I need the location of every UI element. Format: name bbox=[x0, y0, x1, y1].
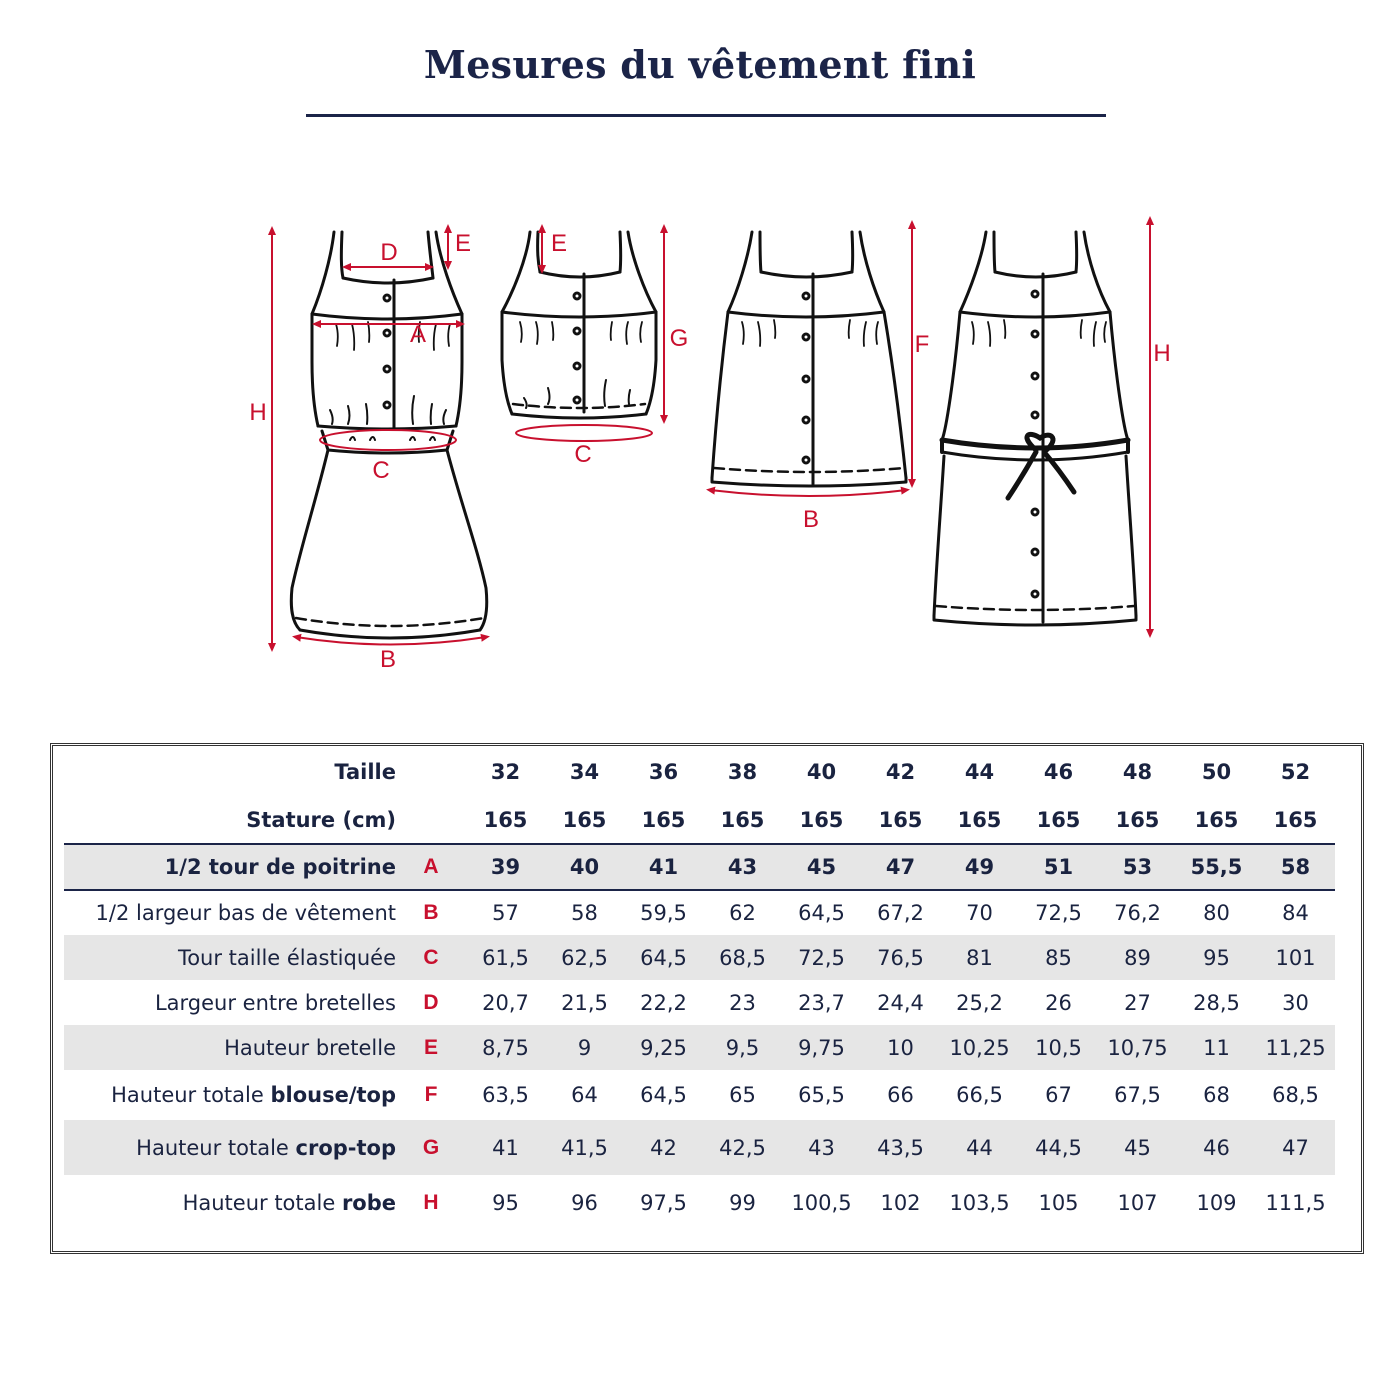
measurement-value: 65 bbox=[729, 1083, 756, 1107]
measurement-value: 41,5 bbox=[545, 1120, 624, 1175]
measurement-value: 68 bbox=[1203, 1083, 1230, 1107]
blouse-dimension-lines bbox=[710, 224, 912, 496]
size-value: 46 bbox=[1043, 760, 1074, 784]
measurement-value: 64,5 bbox=[798, 901, 845, 925]
belted-dress-drawing bbox=[934, 232, 1136, 625]
size-value: 52 bbox=[1280, 760, 1311, 784]
measurement-value: 47 bbox=[861, 844, 940, 890]
measurement-letter: F bbox=[424, 1083, 438, 1106]
measurement-letter: A bbox=[396, 844, 466, 890]
dim-label-b: B bbox=[379, 646, 397, 673]
measurement-value: 42 bbox=[624, 1120, 703, 1175]
measurement-label-garment: crop-top bbox=[295, 1135, 396, 1160]
measurement-label-text: Tour taille élastiquée bbox=[177, 945, 396, 970]
measurement-value: 46 bbox=[1177, 1120, 1256, 1175]
measurement-table bbox=[64, 748, 1335, 1230]
measurement-value: 66,5 bbox=[956, 1083, 1003, 1107]
measurement-value: 76,5 bbox=[861, 935, 940, 980]
measurement-value: 107 bbox=[1117, 1190, 1158, 1215]
measurement-value: 62 bbox=[729, 901, 756, 925]
size-value: 48 bbox=[1122, 760, 1153, 784]
measurement-label bbox=[64, 1070, 396, 1120]
measurement-row bbox=[64, 980, 1335, 1025]
stature-value: 165 bbox=[720, 807, 765, 832]
dress-drawing bbox=[291, 232, 486, 638]
letter-cell bbox=[396, 748, 466, 796]
measurement-value: 9 bbox=[545, 1025, 624, 1070]
dim-label-d: D bbox=[380, 239, 398, 266]
measurement-value: 26 bbox=[1045, 990, 1072, 1015]
measurement-value: 89 bbox=[1098, 935, 1177, 980]
size-value: 38 bbox=[727, 760, 758, 784]
measurement-value: 57 bbox=[492, 901, 519, 925]
measurement-row bbox=[64, 1120, 1335, 1175]
measurement-label-text: Hauteur totale bbox=[182, 1190, 342, 1215]
stature-value: 165 bbox=[483, 807, 528, 832]
dim-label-h: H bbox=[249, 399, 267, 426]
measurement-value: 64,5 bbox=[624, 935, 703, 980]
measurement-value: 41 bbox=[624, 844, 703, 890]
measurement-value: 39 bbox=[466, 844, 545, 890]
measurement-label-text: Hauteur totale bbox=[136, 1135, 296, 1160]
measurement-value: 44,5 bbox=[1019, 1120, 1098, 1175]
measurement-label-text: 1/2 largeur bas de vêtement bbox=[95, 901, 396, 925]
measurement-value: 24,4 bbox=[877, 990, 924, 1015]
measurement-value: 55,5 bbox=[1177, 844, 1256, 890]
measurement-value: 103,5 bbox=[949, 1190, 1010, 1215]
measurement-label bbox=[64, 1175, 396, 1230]
measurement-value: 9,75 bbox=[782, 1025, 861, 1070]
size-value: 40 bbox=[806, 760, 837, 784]
measurement-value: 67,2 bbox=[877, 901, 924, 925]
measurement-label bbox=[64, 844, 396, 890]
measurement-value: 95 bbox=[492, 1190, 519, 1215]
measurement-value: 109 bbox=[1196, 1190, 1237, 1215]
measurement-row bbox=[64, 1070, 1335, 1120]
measurement-row bbox=[64, 844, 1335, 890]
measurement-value: 66 bbox=[887, 1083, 914, 1107]
belt-drawing bbox=[942, 434, 1128, 498]
measurement-row bbox=[64, 890, 1335, 935]
dim-label-h: H bbox=[1153, 340, 1171, 367]
dim-label-e: E bbox=[454, 230, 472, 257]
measurement-value: 51 bbox=[1019, 844, 1098, 890]
measurement-value: 76,2 bbox=[1114, 901, 1161, 925]
stature-value: 165 bbox=[1036, 807, 1081, 832]
dim-label-e: E bbox=[550, 230, 568, 257]
dim-label-c: C bbox=[574, 441, 592, 468]
measurement-value: 43 bbox=[782, 1120, 861, 1175]
stature-row bbox=[64, 796, 1335, 844]
measurement-value: 8,75 bbox=[466, 1025, 545, 1070]
dim-label-b: B bbox=[802, 506, 820, 533]
measurement-value: 100,5 bbox=[791, 1190, 852, 1215]
size-value: 34 bbox=[569, 760, 600, 784]
measurement-value: 10,25 bbox=[940, 1025, 1019, 1070]
measurement-letter: E bbox=[396, 1025, 466, 1070]
page-title: Mesures du vêtement fini bbox=[423, 42, 977, 87]
measurement-value: 45 bbox=[1098, 1120, 1177, 1175]
measurement-value: 63,5 bbox=[482, 1083, 529, 1107]
measurement-letter: C bbox=[396, 935, 466, 980]
measurement-value: 96 bbox=[571, 1190, 598, 1215]
measurement-value: 58 bbox=[571, 901, 598, 925]
measurement-value: 95 bbox=[1177, 935, 1256, 980]
size-value: 50 bbox=[1201, 760, 1232, 784]
measurement-value: 10,75 bbox=[1098, 1025, 1177, 1070]
measurement-label-text: 1/2 tour de poitrine bbox=[164, 855, 396, 879]
measurement-value: 23,7 bbox=[798, 990, 845, 1015]
measurement-value: 21,5 bbox=[561, 990, 608, 1015]
measurement-value: 30 bbox=[1282, 990, 1309, 1015]
measurement-value: 11 bbox=[1177, 1025, 1256, 1070]
measurement-value: 68,5 bbox=[1272, 1083, 1319, 1107]
size-value: 36 bbox=[648, 760, 679, 784]
measurement-letter: H bbox=[423, 1190, 439, 1214]
measurement-value: 67,5 bbox=[1114, 1083, 1161, 1107]
measurement-value: 59,5 bbox=[640, 901, 687, 925]
measurement-value: 42,5 bbox=[703, 1120, 782, 1175]
stature-value: 165 bbox=[1194, 807, 1239, 832]
dim-label-f: F bbox=[914, 331, 930, 358]
measurement-value: 99 bbox=[729, 1190, 756, 1215]
measurement-value: 44 bbox=[940, 1120, 1019, 1175]
measurement-value: 20,7 bbox=[482, 990, 529, 1015]
measurement-value: 45 bbox=[782, 844, 861, 890]
measurement-value: 53 bbox=[1098, 844, 1177, 890]
dim-label-a: A bbox=[409, 321, 427, 348]
measurement-value: 72,5 bbox=[782, 935, 861, 980]
measurement-value: 27 bbox=[1124, 990, 1151, 1015]
measurement-value: 23 bbox=[729, 990, 756, 1015]
measurement-value: 84 bbox=[1282, 901, 1309, 925]
measurement-label-garment: blouse/top bbox=[270, 1083, 396, 1107]
measurement-value: 43,5 bbox=[861, 1120, 940, 1175]
measurement-value: 67 bbox=[1045, 1083, 1072, 1107]
stature-value: 165 bbox=[1115, 807, 1160, 832]
measurement-value: 64,5 bbox=[640, 1083, 687, 1107]
measurement-label bbox=[64, 890, 396, 935]
measurement-label bbox=[64, 935, 396, 980]
measurement-value: 10,5 bbox=[1019, 1025, 1098, 1070]
size-row bbox=[64, 748, 1335, 796]
measurement-label-garment: robe bbox=[341, 1190, 396, 1215]
measurement-value: 9,25 bbox=[624, 1025, 703, 1070]
measurement-label bbox=[64, 1120, 396, 1175]
size-value: 42 bbox=[885, 760, 916, 784]
crop-top-drawing bbox=[502, 232, 656, 418]
stature-value: 165 bbox=[799, 807, 844, 832]
measurement-value: 28,5 bbox=[1193, 990, 1240, 1015]
size-header: Taille bbox=[334, 760, 396, 784]
measurement-value: 41 bbox=[466, 1120, 545, 1175]
measurement-label bbox=[64, 980, 396, 1025]
measurement-label-text: Hauteur totale bbox=[111, 1083, 271, 1107]
measurement-value: 80 bbox=[1203, 901, 1230, 925]
measurement-value: 49 bbox=[940, 844, 1019, 890]
letter-cell bbox=[396, 796, 466, 844]
measurement-value: 40 bbox=[545, 844, 624, 890]
measurement-label-text: Hauteur bretelle bbox=[224, 1035, 396, 1060]
size-value: 44 bbox=[964, 760, 995, 784]
measurement-row bbox=[64, 1175, 1335, 1230]
measurement-value: 72,5 bbox=[1035, 901, 1082, 925]
stature-header: Stature (cm) bbox=[246, 807, 396, 832]
measurement-value: 22,2 bbox=[640, 990, 687, 1015]
blouse-drawing bbox=[712, 232, 906, 486]
measurement-value: 11,25 bbox=[1256, 1025, 1335, 1070]
stature-value: 165 bbox=[1273, 807, 1318, 832]
measurement-value: 62,5 bbox=[545, 935, 624, 980]
measurement-value: 105 bbox=[1038, 1190, 1079, 1215]
measurement-row bbox=[64, 1025, 1335, 1070]
measurement-value: 10 bbox=[861, 1025, 940, 1070]
measurement-value: 9,5 bbox=[703, 1025, 782, 1070]
measurement-value: 97,5 bbox=[640, 1190, 687, 1215]
measurement-value: 102 bbox=[880, 1190, 921, 1215]
measurement-value: 64 bbox=[571, 1083, 598, 1107]
measurement-label bbox=[64, 1025, 396, 1070]
measurement-value: 61,5 bbox=[466, 935, 545, 980]
dim-label-c: C bbox=[372, 457, 390, 484]
measurement-value: 70 bbox=[966, 901, 993, 925]
measurement-value: 47 bbox=[1256, 1120, 1335, 1175]
stature-value: 165 bbox=[878, 807, 923, 832]
size-value: 32 bbox=[490, 760, 521, 784]
stature-value: 165 bbox=[957, 807, 1002, 832]
measurement-value: 81 bbox=[940, 935, 1019, 980]
measurement-value: 65,5 bbox=[798, 1083, 845, 1107]
measurement-label-text: Largeur entre bretelles bbox=[154, 990, 396, 1015]
measurement-letter: G bbox=[396, 1120, 466, 1175]
measurement-value: 25,2 bbox=[956, 990, 1003, 1015]
measurement-letter: B bbox=[423, 901, 439, 924]
measurement-letter: D bbox=[423, 990, 439, 1014]
measurement-value: 43 bbox=[703, 844, 782, 890]
measurement-value: 58 bbox=[1256, 844, 1335, 890]
measurement-value: 101 bbox=[1256, 935, 1335, 980]
stature-value: 165 bbox=[562, 807, 607, 832]
measurement-row bbox=[64, 935, 1335, 980]
stature-value: 165 bbox=[641, 807, 686, 832]
measurement-value: 68,5 bbox=[703, 935, 782, 980]
measurement-value: 85 bbox=[1019, 935, 1098, 980]
dim-label-g: G bbox=[669, 325, 689, 352]
measurement-value: 111,5 bbox=[1265, 1190, 1326, 1215]
